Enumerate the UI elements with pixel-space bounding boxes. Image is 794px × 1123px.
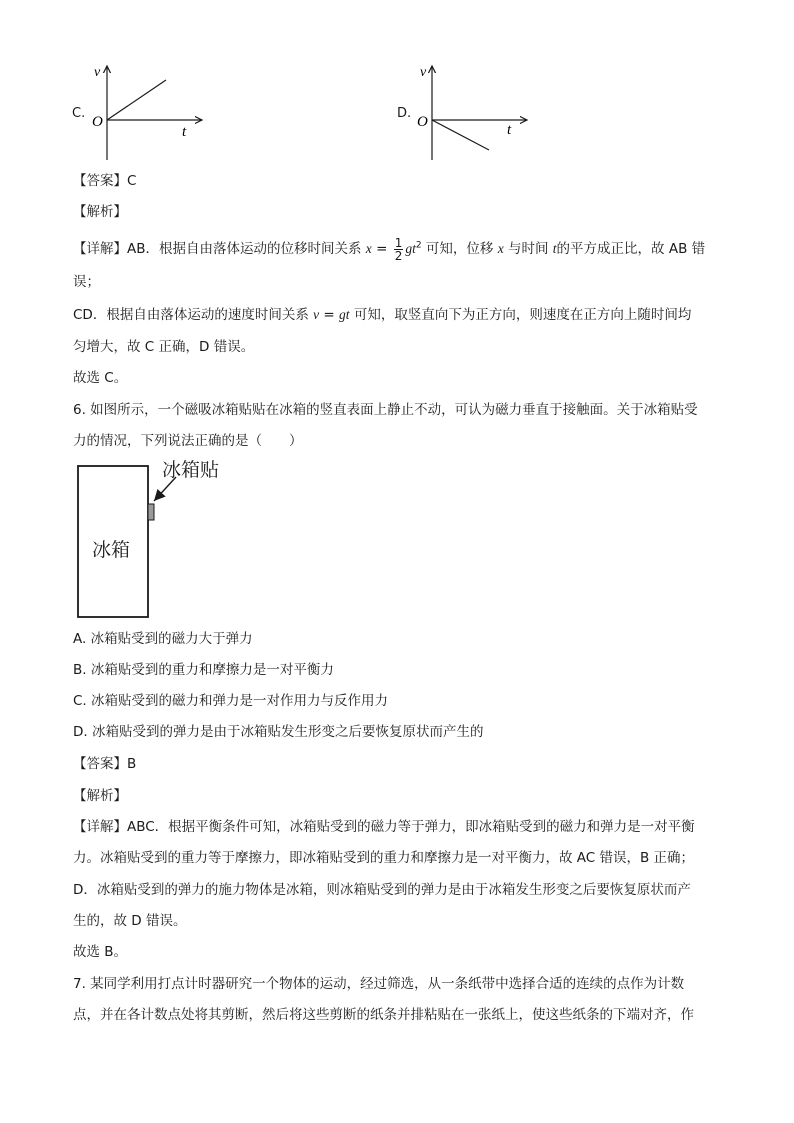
q7-stem-line1: 7. 某同学利用打点计时器研究一个物体的运动，经过筛选，从一条纸带中选择合适的连续的点作为计数: [73, 976, 685, 992]
cd-formula-eq: =: [319, 307, 340, 323]
vt-graph-d: [395, 58, 535, 166]
q5-detail-prefix: 【详解】AB．根据自由落体运动的位移时间关系: [73, 241, 362, 257]
q5-conclusion: 故选 C。: [73, 370, 128, 386]
q5-cd-prefix: CD．根据自由落体运动的速度时间关系: [73, 307, 309, 323]
option-d-label: D.: [397, 106, 412, 121]
decreasing-line: [432, 120, 489, 150]
q6-option-b: B. 冰箱贴受到的重力和摩擦力是一对平衡力: [73, 662, 334, 678]
origin-label: O: [417, 114, 428, 130]
q5-cd-line2: 匀增大，故 C 正确，D 错误。: [73, 339, 255, 355]
fridge-label: 冰箱: [92, 539, 131, 561]
q6-option-c: C. 冰箱贴受到的磁力和弹力是一对作用力与反作用力: [73, 693, 389, 709]
option-c-graph: [70, 58, 210, 166]
q6-detail-line2: 力。冰箱贴受到的重力等于摩擦力，即冰箱贴受到的重力和摩擦力是一对平衡力，故 AC 错误，B 正确；: [73, 850, 695, 866]
q6-conclusion: 故选 B。: [73, 944, 128, 960]
q5-cd-end: 可知，取竖直向下为正方向，则速度在正方向上随时间均: [353, 307, 692, 323]
q5-detail-mid1: 可知，位移: [425, 241, 494, 257]
q6-detail-line3: D．冰箱贴受到的弹力的施力物体是冰箱，则冰箱贴受到的弹力是由于冰箱发生形变之后要恢复原状而产: [73, 882, 691, 898]
formula-eq: =: [376, 241, 388, 257]
q6-detail-line1: 【详解】ABC．根据平衡条件可知，冰箱贴受到的磁力等于弹力，即冰箱贴受到的磁力和弹力是一对平衡: [73, 819, 695, 835]
q6-detail-line4: 生的，故 D 错误。: [73, 913, 187, 929]
origin-label: O: [92, 114, 103, 130]
v-axis-label: v: [94, 65, 101, 80]
q5-detail-line2: 误；: [73, 274, 100, 290]
formula-exponent: 2: [415, 240, 422, 251]
t-axis-label: t: [182, 124, 187, 140]
fraction-one-half: [394, 237, 404, 262]
q5-cd-line1: [73, 306, 691, 324]
q6-option-a: A. 冰箱贴受到的磁力大于弹力: [73, 631, 253, 647]
q5-answer: 【答案】C: [73, 173, 137, 189]
v-axis-label: v: [420, 65, 427, 80]
t-axis-label: t: [507, 122, 512, 138]
formula-gt: gt: [405, 241, 416, 256]
magnet-sticker: [148, 504, 154, 520]
var-t: t: [552, 241, 557, 256]
magnet-label: 冰箱贴: [162, 459, 220, 481]
q6-option-d: D. 冰箱贴受到的弹力是由于冰箱贴发生形变之后要恢复原状而产生的: [73, 724, 484, 740]
cd-formula-v: v: [313, 307, 320, 322]
q6-stem-line2: 力的情况，下列说法正确的是（ ）: [73, 433, 303, 449]
q7-stem-line2: 点，并在各计数点处将其剪断，然后将这些剪断的纸条并排粘贴在一张纸上，使这些纸条的下端对齐，作: [73, 1007, 694, 1023]
fraction-numerator: 1: [394, 235, 403, 250]
q6-stem-line1: 6. 如图所示，一个磁吸冰箱贴贴在冰箱的竖直表面上静止不动，可认为磁力垂直于接触面。关于冰箱贴受: [73, 402, 698, 418]
increasing-line: [107, 80, 166, 120]
q5-detail-line1: [73, 236, 705, 262]
option-d-graph: [395, 58, 535, 166]
option-c-label: C.: [72, 106, 86, 121]
q6-analysis-heading: 【解析】: [73, 788, 127, 804]
q5-analysis-heading: 【解析】: [73, 204, 127, 220]
var-x: x: [497, 241, 504, 256]
formula-x: x: [365, 241, 372, 256]
vt-graph-c: [70, 58, 210, 166]
q5-detail-end: 的平方成正比，故 AB 错: [556, 241, 706, 257]
cd-formula-gt: gt: [339, 307, 350, 322]
q6-answer: 【答案】B: [73, 756, 137, 772]
fridge-figure: [76, 455, 246, 620]
q5-detail-mid2: 与时间: [507, 241, 549, 257]
fraction-denominator: 2: [394, 248, 403, 263]
